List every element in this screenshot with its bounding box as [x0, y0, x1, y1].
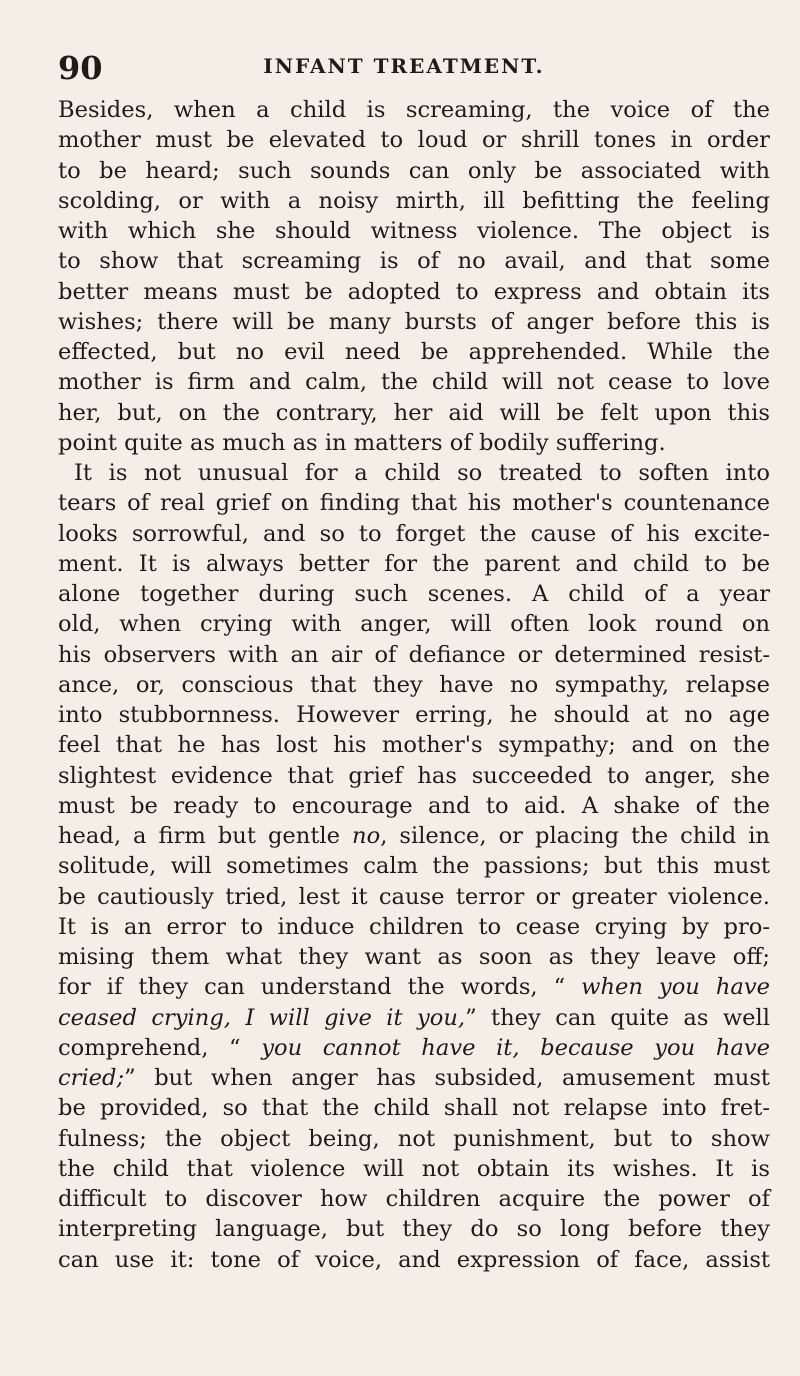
- page-header: [58, 48, 750, 88]
- text-line: tears of real grief on finding that his mother's countenance: [58, 490, 770, 517]
- text-segment: comprehend, “: [58, 1034, 262, 1061]
- text-line: looks sorrowful, and so to forget the cause of his excite-: [58, 520, 770, 547]
- text-line: ance, or, conscious that they have no sympathy, relapse: [58, 671, 770, 698]
- text-line: her, but, on the contrary, her aid will be felt upon this: [58, 399, 770, 426]
- text-line: be provided, so that the child shall not relapse into fret-: [58, 1095, 770, 1122]
- text-line: difficult to discover how children acquire the power of: [58, 1186, 770, 1212]
- text-line: with which she should witness violence. The object is: [58, 218, 770, 244]
- text-line: scolding, or with a noisy mirth, ill befitting the feeling: [58, 187, 770, 214]
- text-line-mixed: [58, 972, 770, 1002]
- text-line: Besides, when a child is screaming, the voice of the: [58, 97, 770, 123]
- text-line: to show that screaming is of no avail, and that some: [58, 248, 770, 275]
- text-line: effected, but no evil need be apprehended. While the: [58, 339, 770, 365]
- text-line: mising them what they want as soon as they leave off;: [58, 944, 770, 970]
- body-text: [58, 95, 770, 1275]
- text-line: fulness; the object being, not punishment, but to show: [58, 1125, 770, 1152]
- text-line: his observers with an air of defiance or determined resist-: [58, 641, 770, 668]
- text-line: to be heard; such sounds can only be associated with: [58, 157, 770, 184]
- italic-text: no: [352, 823, 381, 849]
- text-line: slightest evidence that grief has succeeded to anger, she: [58, 762, 770, 789]
- text-line: mother is firm and calm, the child will not cease to love: [58, 369, 770, 396]
- text-line: It is an error to induce children to cease crying by pro-: [58, 913, 770, 940]
- text-line: alone together during such scenes. A child of a year: [58, 581, 770, 607]
- text-line: point quite as much as in matters of bodily suffering.: [58, 429, 666, 456]
- text-line-mixed: [58, 821, 770, 851]
- text-line: wishes; there will be many bursts of anger before this is: [58, 308, 770, 335]
- italic-text: ceased crying, I will give it you,: [58, 1004, 466, 1031]
- text-line: old, when crying with anger, will often look round on: [58, 611, 770, 638]
- text-line: better means must be adopted to express and obtain its: [58, 278, 770, 305]
- text-line: feel that he has lost his mother's sympathy; and on the: [58, 732, 770, 759]
- text-segment: head, a firm but gentle: [58, 823, 353, 849]
- text-line: ment. It is always better for the parent and child to be: [58, 550, 770, 577]
- text-line: must be ready to encourage and to aid. A shake of the: [58, 792, 770, 819]
- text-segment: for if they can understand the words, “: [58, 974, 582, 1001]
- text-line: be cautiously tried, lest it cause terror or greater violence.: [58, 883, 770, 910]
- page-number: 90: [58, 49, 103, 87]
- text-segment: ” they can quite as well: [465, 1004, 770, 1031]
- italic-text: cried;: [58, 1065, 125, 1091]
- italic-text: you cannot have it, because you have: [261, 1034, 770, 1061]
- text-segment: , silence, or placing the child in: [380, 823, 770, 849]
- text-line-mixed: [58, 1003, 770, 1033]
- text-line: into stubbornness. However erring, he should at no age: [58, 702, 770, 728]
- text-line: interpreting language, but they do so long before they: [58, 1216, 770, 1243]
- text-line-mixed: [58, 1033, 770, 1063]
- text-line-mixed: [58, 1063, 770, 1093]
- text-line: It is not unusual for a child so treated to soften into: [74, 460, 770, 486]
- text-segment: ” but when anger has subsided, amusement must: [124, 1065, 770, 1091]
- text-line: mother must be elevated to loud or shrill tones in order: [58, 127, 770, 154]
- text-line: solitude, will sometimes calm the passions; but this must: [58, 853, 770, 880]
- running-head: INFANT TREATMENT.: [263, 54, 545, 78]
- italic-text: when you have: [581, 974, 770, 1001]
- text-line: can use it: tone of voice, and expression of face, assist: [58, 1246, 770, 1273]
- text-line: the child that violence will not obtain its wishes. It is: [58, 1155, 770, 1182]
